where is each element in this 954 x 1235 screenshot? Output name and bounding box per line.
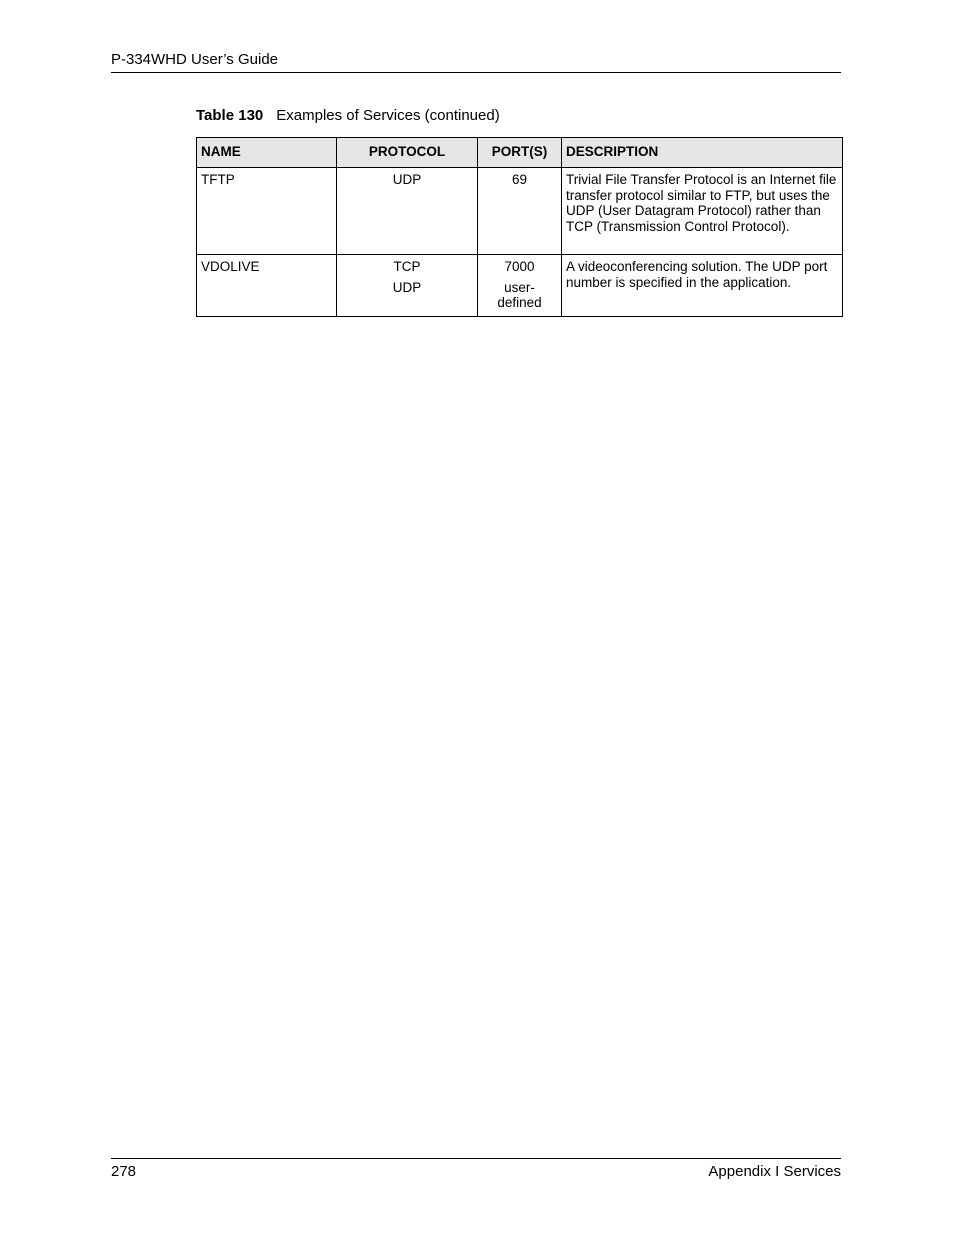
table-caption-text: Examples of Services (continued) bbox=[276, 107, 500, 124]
port-value: 69 bbox=[511, 172, 528, 187]
page-footer bbox=[111, 1158, 841, 1181]
port-value: 7000 bbox=[504, 259, 535, 274]
column-header-protocol: PROTOCOL bbox=[337, 138, 478, 168]
column-header-description: DESCRIPTION bbox=[562, 138, 843, 168]
column-header-ports: PORT(S) bbox=[478, 138, 562, 168]
cell-ports bbox=[478, 168, 562, 255]
table-row bbox=[197, 168, 843, 255]
protocol-value: UDP bbox=[392, 279, 422, 295]
protocol-value: TCP bbox=[393, 259, 421, 274]
table-caption-label: Table 130 bbox=[196, 107, 264, 124]
services-table bbox=[196, 137, 843, 317]
table-header-row bbox=[197, 138, 843, 168]
table-caption bbox=[196, 107, 500, 125]
page-header bbox=[111, 51, 841, 73]
protocol-value: UDP bbox=[392, 172, 422, 187]
port-value: user-defined bbox=[497, 279, 542, 310]
cell-name: TFTP bbox=[197, 168, 337, 255]
section-title: Appendix I Services bbox=[708, 1163, 841, 1180]
table-row bbox=[197, 255, 843, 317]
cell-protocol bbox=[337, 168, 478, 255]
cell-name: VDOLIVE bbox=[197, 255, 337, 317]
cell-description: Trivial File Transfer Protocol is an Internet file transfer protocol similar to FTP, but uses the UDP (User Datagram Protocol) rather than TCP (Transmission Control Protocol). bbox=[562, 168, 843, 255]
cell-protocol bbox=[337, 255, 478, 317]
cell-ports bbox=[478, 255, 562, 317]
column-header-name: NAME bbox=[197, 138, 337, 168]
cell-description: A videoconferencing solution. The UDP port number is specified in the application. bbox=[562, 255, 843, 317]
page-number: 278 bbox=[111, 1163, 137, 1180]
guide-title: P-334WHD User’s Guide bbox=[111, 51, 278, 68]
